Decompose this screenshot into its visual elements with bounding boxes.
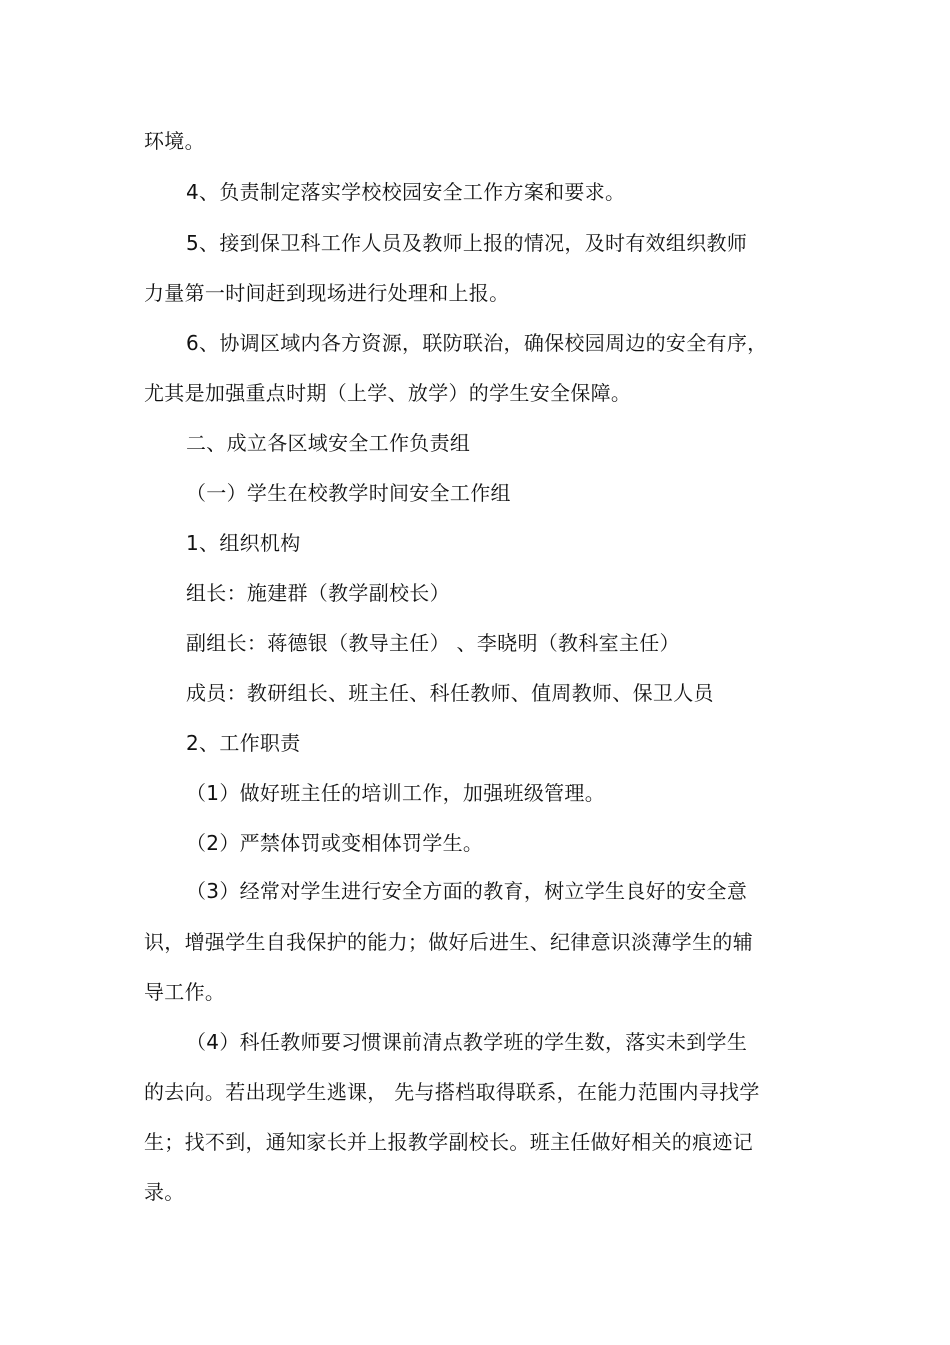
text-line: 4、负责制定落实学校校园安全工作方案和要求。 (186, 180, 626, 204)
text-line: 生；找不到，通知家长并上报教学副校长。班主任做好相关的痕迹记 (144, 1130, 753, 1154)
text-line: （1）做好班主任的培训工作，加强班级管理。 (186, 781, 606, 805)
text-line: （3）经常对学生进行安全方面的教育，树立学生良好的安全意 (186, 879, 748, 903)
text-line: 录。 (144, 1180, 185, 1204)
subsection-heading: （一）学生在校教学时间安全工作组 (186, 481, 511, 505)
text-line: 组长：施建群（教学副校长） (186, 581, 450, 605)
text-line: 成员：教研组长、班主任、科任教师、值周教师、保卫人员 (186, 681, 714, 705)
section-heading: 二、成立各区域安全工作负责组 (186, 431, 471, 455)
text-line: 导工作。 (144, 980, 226, 1004)
item-heading: 2、工作职责 (186, 731, 301, 755)
text-line: 尤其是加强重点时期（上学、放学）的学生安全保障。 (144, 381, 632, 405)
text-line: 环境。 (144, 129, 205, 153)
text-line: （2）严禁体罚或变相体罚学生。 (186, 831, 484, 855)
text-line: 副组长：蒋德银（教导主任） 、李晓明（教科室主任） (186, 631, 680, 655)
text-line: 6、协调区域内各方资源，联防联治，确保校园周边的安全有序， (186, 331, 768, 355)
text-line: 力量第一时间赶到现场进行处理和上报。 (144, 281, 510, 305)
text-line: 5、接到保卫科工作人员及教师上报的情况，及时有效组织教师 (186, 231, 748, 255)
item-heading: 1、组织机构 (186, 531, 301, 555)
text-line: 的去向。若出现学生逃课， 先与搭档取得联系，在能力范围内寻找学 (144, 1080, 760, 1104)
text-line: 识，增强学生自我保护的能力；做好后进生、纪律意识淡薄学生的辅 (144, 930, 753, 954)
text-line: （4）科任教师要习惯课前清点教学班的学生数，落实未到学生 (186, 1030, 748, 1054)
